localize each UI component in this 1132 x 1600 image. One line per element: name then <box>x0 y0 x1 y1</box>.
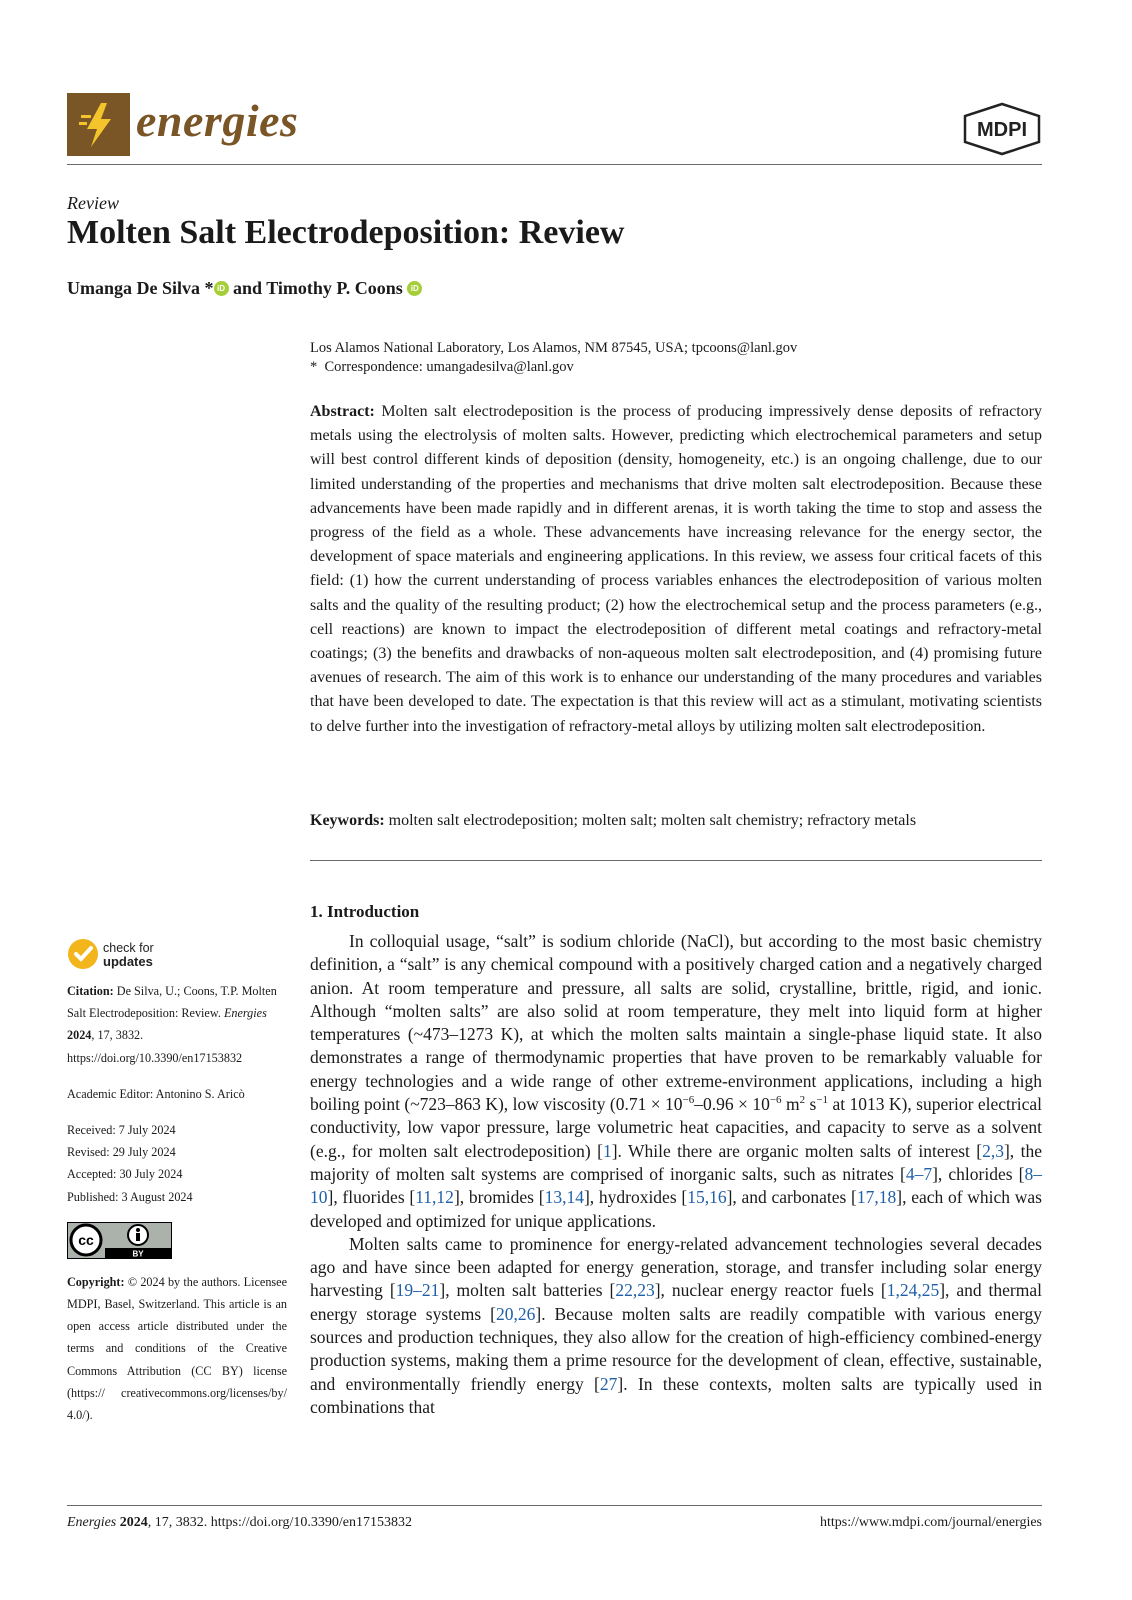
affiliation-block <box>310 339 797 377</box>
reference-link[interactable]: 1 <box>602 1140 612 1161</box>
check-updates-icon <box>67 938 99 970</box>
received-date: Received: 7 July 2024 <box>67 1123 176 1138</box>
reference-link[interactable]: 1,24,25 <box>886 1280 940 1301</box>
author-2[interactable]: Timothy P. Coons <box>266 278 403 298</box>
article-info-sidebar <box>67 980 287 1426</box>
abstract-divider <box>310 860 1042 861</box>
correspondence <box>310 358 797 377</box>
author-joiner: and <box>233 278 263 298</box>
copyright-notice <box>67 1271 287 1426</box>
citation-year: 2024 <box>67 1028 92 1043</box>
reference-link[interactable]: 15,16 <box>687 1187 727 1208</box>
citation-block <box>67 980 287 1069</box>
abstract-label: Abstract: <box>310 403 375 420</box>
check-for-updates-button[interactable] <box>67 938 207 978</box>
footer-citation <box>67 1515 412 1531</box>
article-title: Molten Salt Electrodeposition: Review <box>67 214 625 251</box>
citation-volume: , 17, 3832. <box>91 1028 144 1043</box>
citation-journal: Energies <box>223 1006 267 1021</box>
lightning-icon <box>67 93 130 156</box>
orcid-icon[interactable]: iD <box>214 281 229 296</box>
affiliation: Los Alamos National Laboratory, Los Alamos, NM 87545, USA; tpcoons@lanl.gov <box>310 340 798 356</box>
copyright-text: © 2024 by the authors. Licensee MDPI, Basel, Switzerland. This article is an open access article distributed under the terms and conditions of the Creative Commons Attribution (CC BY) license (https:// creativecommons.org/licenses/by/ 4.0/). <box>67 1274 287 1423</box>
reference-link[interactable]: 27 <box>599 1373 618 1394</box>
reference-link[interactable]: 8–10 <box>310 1163 1042 1208</box>
publisher-name: MDPI <box>977 119 1027 141</box>
keywords <box>310 810 1042 832</box>
corresponding-mark: * <box>204 278 214 298</box>
academic-editor: Academic Editor: Antonino S. Aricò <box>67 1086 245 1101</box>
dates-block <box>67 1119 287 1208</box>
abstract <box>310 400 1042 739</box>
reference-link[interactable]: 13,14 <box>544 1187 584 1208</box>
reference-link[interactable]: 4–7 <box>905 1163 933 1184</box>
published-date: Published: 3 August 2024 <box>67 1189 193 1204</box>
reference-link[interactable]: 20,26 <box>496 1303 536 1324</box>
reference-link[interactable]: 2,3 <box>982 1140 1004 1161</box>
check-for-label: check for <box>103 941 154 955</box>
revised-date: Revised: 29 July 2024 <box>67 1145 176 1160</box>
reference-link[interactable]: 19–21 <box>395 1280 440 1301</box>
reference-link[interactable]: 22,23 <box>615 1280 655 1301</box>
cc-badge-text: BY <box>132 1249 144 1259</box>
keywords-label: Keywords: <box>310 812 385 829</box>
reference-link[interactable]: 11,12 <box>415 1187 454 1208</box>
orcid-icon[interactable]: iD <box>407 281 422 296</box>
citation-text: De Silva, U.; Coons, T.P. Molten Salt Electrodeposition: Review. <box>67 984 277 1021</box>
author-1[interactable]: Umanga De Silva <box>67 278 201 298</box>
article-type: Review <box>67 193 119 213</box>
intro-body <box>310 930 1042 1419</box>
accepted-date: Accepted: 30 July 2024 <box>67 1167 183 1182</box>
journal-name[interactable]: energies <box>136 95 299 146</box>
footer-divider <box>67 1505 1042 1506</box>
mdpi-logo[interactable] <box>962 102 1042 156</box>
footer-volume: , 17, 3832. <box>147 1515 208 1530</box>
correspondence-mark: * <box>310 359 318 375</box>
footer-doi[interactable]: https://doi.org/10.3390/en17153832 <box>210 1515 412 1530</box>
footer-journal-url[interactable]: https://www.mdpi.com/journal/energies <box>819 1515 1042 1530</box>
header-divider <box>67 164 1042 165</box>
keywords-text: molten salt electrodeposition; molten salt; molten salt chemistry; refractory metals <box>388 812 917 829</box>
section-heading: 1. Introduction <box>310 902 420 921</box>
cc-by-license-badge[interactable] <box>67 1222 172 1259</box>
svg-text:cc: cc <box>78 1231 94 1248</box>
correspondence-text: Correspondence: umangadesilva@lanl.gov <box>324 359 574 375</box>
updates-label: updates <box>103 954 153 969</box>
copyright-label: Copyright: <box>67 1274 125 1289</box>
paragraph: Molten salts came to prominence for energy-related advancement technologies several decades ago and have since been adapted for energy generation, storage, and transfer including solar energy harvesting [19–21], molten salt batteries [22,23], nuclear energy reactor fuels [1,24,25], and thermal energy storage systems [20,26]. Because molten salts are readily compatible with various energy sources and production techniques, they also allow for the creation of high-efficiency combined-energy production systems, making them a prime resource for the development of clean, effective, sustainable, and environmentally friendly energy [27]. In these contexts, molten salts are typically used in combinations that <box>310 1233 1043 1417</box>
citation-doi[interactable]: https://doi.org/10.3390/en17153832 <box>67 1050 243 1065</box>
abstract-text: Molten salt electrodeposition is the process of producing impressively dense deposits of refractory metals using the electrolysis of molten salts. However, predicting which electrochemical parameters and setup will best control different kinds of deposition (density, homogeneity, etc.) is an ongoing challenge, due to our limited understanding of the properties and mechanisms that drive molten salt electrodeposition. Because these advancements have been made rapidly and in different arenas, it is worth taking the time to stop and assess the progress of the field as a whole. These advancements have increasing relevance for the energy sector, the development of space materials and engineering applications. In this review, we assess four critical facets of this field: (1) how the current understanding of process variables enhances the electrodeposition of various molten salts and the quality of the resulting product; (2) how the electrochemical setup and the process parameters (e.g., cell reactions) are known to impact the electrodeposition of different metal coatings and refractory-metal coatings; (3) the benefits and drawbacks of non-aqueous molten salt electrodeposition, and (4) promising future avenues of research. The aim of this work is to enhance our understanding of the many procedures and variables that have been developed to date. The expectation is that this review will act as a stimulant, motivating scientists to delve further into the investigation of refractory-metal alloys by utilizing molten salt electrodeposition. <box>310 403 1043 735</box>
footer-year: 2024 <box>119 1515 148 1530</box>
journal-logo[interactable] <box>67 93 130 156</box>
author-list <box>67 278 422 299</box>
paragraph: In colloquial usage, “salt” is sodium chloride (NaCl), but according to the most basic chemistry definition, a “salt” is any chemical compound with a positively charged cation and a negatively charged anion. At room temperature and pressure, all salts are solid, crystalline, brittle, rigid, and ionic. Although “molten salts” are also solid at room temperature, they melt into liquid form at higher temperatures (~473–1273 K), at which the molten salts maintain a single-phase liquid state. It also demonstrates a range of thermodynamic properties that have proven to be remarkably valuable for energy technologies and a wide range of other extreme-environment applications, including a high boiling point (~723–863 K), low viscosity ($0.71 \times 10^{-6}-0.96 \times 10^{-6}$ $m^2$ $s^{-1}$ at 1013 K), superior electrical conductivity, low vapor pressure, large volumetric heat capacities, and capacity to serve as a solvent (e.g., for molten salt electrodeposition) [1]. While there are organic molten salts of interest [2,3], the majority of molten salt systems are comprised of inorganic salts, such as nitrates [4–7], chlorides [8–10], fluorides [11,12], bromides [13,14], hydroxides [15,16], and carbonates [17,18], each of which was developed and optimized for unique applications. <box>310 931 1043 1231</box>
citation-label: Citation: <box>67 984 114 998</box>
footer-journal: Energies <box>67 1515 117 1530</box>
reference-link[interactable]: 17,18 <box>856 1187 897 1208</box>
